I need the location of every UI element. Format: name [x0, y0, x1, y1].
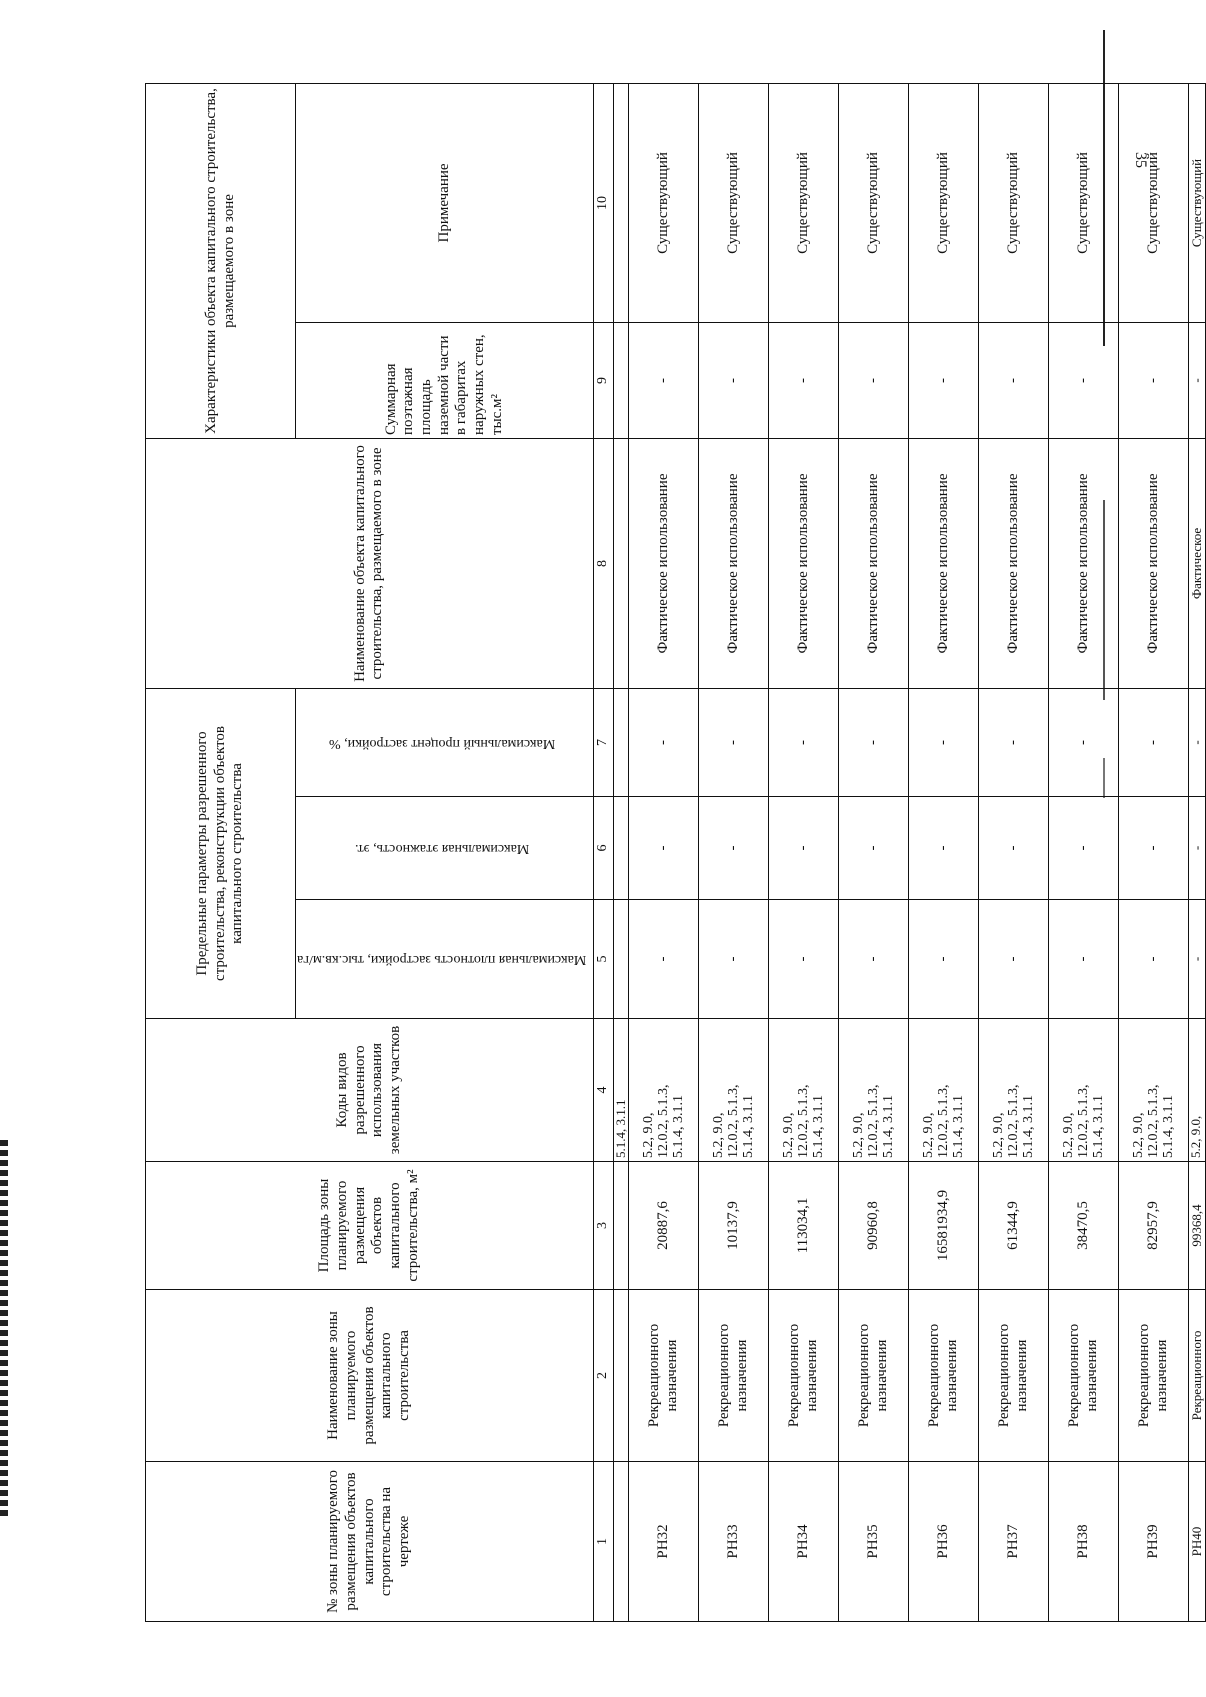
code-line: 5.2, 9.0,: [990, 1112, 1006, 1158]
max-floors: -: [839, 797, 909, 900]
max-percent: -: [979, 688, 1049, 796]
column-number: 3: [593, 1162, 613, 1290]
code-line: 5.2, 9.0,: [780, 1112, 796, 1158]
header-note: Примечание: [296, 83, 594, 322]
max-floors: -: [699, 797, 769, 900]
zone-number: РН34: [769, 1462, 839, 1622]
header-zone-name: Наименование зоны планируемого размещения объектов капитального строительства: [146, 1290, 594, 1462]
code-line: 12.0.2, 5.1.3,: [866, 1084, 882, 1158]
code-line: 12.0.2, 5.1.3,: [1146, 1084, 1162, 1158]
zone-name: Рекреационного назначения: [1049, 1290, 1119, 1462]
floor-area: -: [1049, 322, 1119, 438]
zone-codes: [1119, 1019, 1189, 1162]
max-density: -: [979, 900, 1049, 1019]
zone-codes: [909, 1019, 979, 1162]
object-name: Фактическое использование: [839, 438, 909, 688]
rotated-table-wrapper: [145, 84, 1205, 1622]
zone-codes: [1189, 1019, 1205, 1162]
zone-area: 99368,4: [1189, 1162, 1205, 1290]
zone-number: РН33: [699, 1462, 769, 1622]
max-percent: -: [1119, 688, 1189, 796]
zone-codes: [1049, 1019, 1119, 1162]
table-row: [839, 83, 909, 1621]
max-percent: -: [769, 688, 839, 796]
zone-area: 38470,5: [1049, 1162, 1119, 1290]
zone-number: РН36: [909, 1462, 979, 1622]
max-density: -: [1189, 900, 1205, 1019]
object-name: Фактическое использование: [629, 438, 699, 688]
code-line: 12.0.2, 5.1.3,: [1006, 1084, 1022, 1158]
max-percent: -: [839, 688, 909, 796]
zone-codes: [699, 1019, 769, 1162]
max-floors: -: [1189, 797, 1205, 900]
object-name: Фактическое использование: [769, 438, 839, 688]
zone-number: РН38: [1049, 1462, 1119, 1622]
floor-area: -: [839, 322, 909, 438]
column-number: 9: [593, 322, 613, 438]
scan-edge-artifact: [0, 1140, 8, 1520]
note: Существующий: [1049, 83, 1119, 322]
table-row: [1189, 83, 1205, 1621]
continuation-row: [613, 83, 628, 1621]
zone-area: 82957,9: [1119, 1162, 1189, 1290]
code-line: 5.1.4, 3.1.1: [1161, 1095, 1177, 1158]
column-number: 5: [593, 900, 613, 1019]
header-floor-area: Суммарная поэтажная площадь наземной части в габаритах наружных стен, тыс.м²: [296, 322, 594, 438]
max-floors: -: [1049, 797, 1119, 900]
max-floors: -: [769, 797, 839, 900]
zone-name: Рекреационного назначения: [979, 1290, 1049, 1462]
code-line: 12.0.2, 5.1.3,: [936, 1084, 952, 1158]
zone-name: Рекреационного: [1189, 1290, 1205, 1462]
table-row: [979, 83, 1049, 1621]
header-zone-number: № зоны планируемого размещения объектов капитального строительства на чертеже: [146, 1462, 594, 1622]
code-line: 5.2, 9.0,: [640, 1112, 656, 1158]
column-number: 1: [593, 1462, 613, 1622]
zone-area: 61344,9: [979, 1162, 1049, 1290]
code-line: 12.0.2, 5.1.3,: [726, 1084, 742, 1158]
note: Существующий: [1119, 83, 1189, 322]
column-number: 7: [593, 688, 613, 796]
header-characteristics-group: Характеристики объекта капитального строительства, размещаемого в зоне: [146, 83, 296, 438]
max-percent: -: [909, 688, 979, 796]
zone-codes: [629, 1019, 699, 1162]
code-line: 5.1.4, 3.1.1: [1091, 1095, 1107, 1158]
table-row: [1119, 83, 1189, 1621]
code-line: 5.1.4, 3.1.1: [671, 1095, 687, 1158]
floor-area: -: [909, 322, 979, 438]
max-density: -: [1049, 900, 1119, 1019]
code-line: 5.2, 9.0,: [1188, 1115, 1204, 1158]
header-params-group: Предельные параметры разрешенного строительства, реконструкции объектов капитального строительства: [146, 688, 296, 1018]
max-density: -: [699, 900, 769, 1019]
note: Существующий: [699, 83, 769, 322]
zones-table: [145, 83, 1206, 1622]
zone-name: Рекреационного назначения: [699, 1290, 769, 1462]
code-line: 5.2, 9.0,: [920, 1112, 936, 1158]
max-density: -: [1119, 900, 1189, 1019]
table-row: [769, 83, 839, 1621]
code-line: 5.1.4, 3.1.1: [881, 1095, 897, 1158]
max-floors: -: [909, 797, 979, 900]
floor-area: -: [629, 322, 699, 438]
max-density: -: [629, 900, 699, 1019]
column-number: 4: [593, 1019, 613, 1162]
max-percent: -: [1189, 688, 1205, 796]
column-number: 10: [593, 83, 613, 322]
table-row: [1049, 83, 1119, 1621]
floor-area: -: [769, 322, 839, 438]
code-line: 12.0.2, 5.1.3,: [796, 1084, 812, 1158]
zone-area: 16581934,9: [909, 1162, 979, 1290]
zone-area: 90960,8: [839, 1162, 909, 1290]
column-number: 2: [593, 1290, 613, 1462]
max-percent: -: [1049, 688, 1119, 796]
code-line: 5.2, 9.0,: [1130, 1112, 1146, 1158]
max-floors: -: [629, 797, 699, 900]
header-codes: Коды видов разрешенного использования земельных участков: [146, 1019, 594, 1162]
floor-area: -: [1189, 322, 1205, 438]
zone-codes: [979, 1019, 1049, 1162]
object-name: Фактическое использование: [1119, 438, 1189, 688]
max-density: -: [769, 900, 839, 1019]
object-name: Фактическое использование: [909, 438, 979, 688]
max-density: -: [909, 900, 979, 1019]
floor-area: -: [699, 322, 769, 438]
header-max-percent: Максимальный процент застройки, %: [296, 688, 594, 796]
object-name: Фактическое использование: [979, 438, 1049, 688]
zone-number: РН32: [629, 1462, 699, 1622]
code-line: 5.1.4, 3.1.1: [741, 1095, 757, 1158]
code-line: 5.2, 9.0,: [710, 1112, 726, 1158]
column-number: 8: [593, 438, 613, 688]
code-line: 5.2, 9.0,: [1060, 1112, 1076, 1158]
note: Существующий: [769, 83, 839, 322]
continuation-codes: 5.1.4, 3.1.1: [613, 1019, 628, 1162]
zone-area: 113034,1: [769, 1162, 839, 1290]
code-line: 5.1.4, 3.1.1: [1021, 1095, 1037, 1158]
zone-name: Рекреационного назначения: [769, 1290, 839, 1462]
object-name: Фактическое: [1189, 438, 1205, 688]
column-number: 6: [593, 797, 613, 900]
zone-codes: [769, 1019, 839, 1162]
max-density: -: [839, 900, 909, 1019]
max-floors: -: [1119, 797, 1189, 900]
table-row: [629, 83, 699, 1621]
floor-area: -: [979, 322, 1049, 438]
header-object-name: Наименование объекта капитального строительства, размещаемого в зоне: [146, 438, 594, 688]
note: Существующий: [629, 83, 699, 322]
header-max-floors: Максимальная этажность, эт.: [296, 797, 594, 900]
code-line: 12.0.2, 5.1.3,: [656, 1084, 672, 1158]
zone-name: Рекреационного назначения: [909, 1290, 979, 1462]
zone-name: Рекреационного назначения: [629, 1290, 699, 1462]
note: Существующий: [979, 83, 1049, 322]
table-body: [629, 83, 1205, 1621]
header-max-density: Максимальная плотность застройки, тыс.кв.м/га: [296, 900, 594, 1019]
note: Существующий: [909, 83, 979, 322]
floor-area: -: [1119, 322, 1189, 438]
zone-number: РН39: [1119, 1462, 1189, 1622]
code-line: 5.1.4, 3.1.1: [811, 1095, 827, 1158]
zone-area: 10137,9: [699, 1162, 769, 1290]
object-name: Фактическое использование: [1049, 438, 1119, 688]
zone-codes: [839, 1019, 909, 1162]
max-percent: -: [699, 688, 769, 796]
zone-number: РН35: [839, 1462, 909, 1622]
note: Существующий: [1189, 83, 1205, 322]
page-number: 35: [1132, 152, 1149, 168]
max-percent: -: [629, 688, 699, 796]
table-row: [909, 83, 979, 1621]
code-line: 12.0.2, 5.1.3,: [1076, 1084, 1092, 1158]
zone-name: Рекреационного назначения: [839, 1290, 909, 1462]
max-floors: -: [979, 797, 1049, 900]
zone-area: 20887,6: [629, 1162, 699, 1290]
code-line: 5.1.4, 3.1.1: [951, 1095, 967, 1158]
object-name: Фактическое использование: [699, 438, 769, 688]
zone-number: РН37: [979, 1462, 1049, 1622]
zone-name: Рекреационного назначения: [1119, 1290, 1189, 1462]
header-area: Площадь зоны планируемого размещения объектов капитального строительства, м²: [146, 1162, 594, 1290]
code-line: 5.2, 9.0,: [850, 1112, 866, 1158]
table-row: [699, 83, 769, 1621]
zone-number: РН40: [1189, 1462, 1205, 1622]
note: Существующий: [839, 83, 909, 322]
